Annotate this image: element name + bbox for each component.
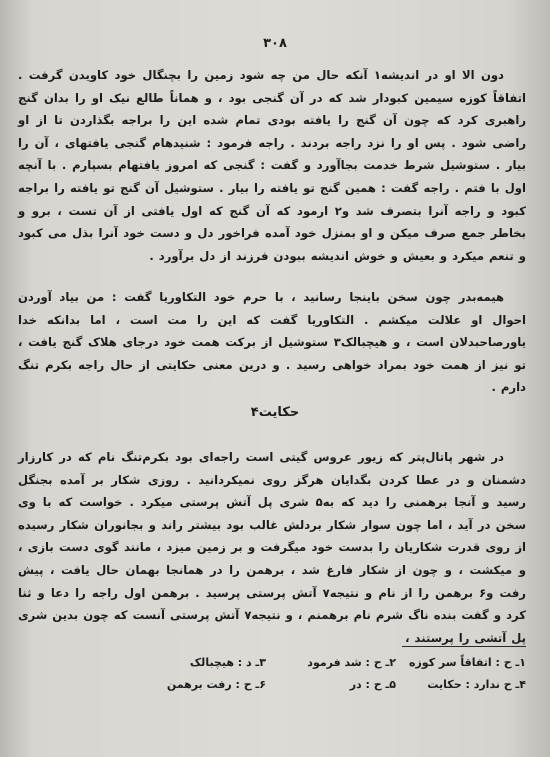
footnote-1: ۱ـ ح : اتفاقاً سر کوزه xyxy=(408,656,526,669)
paragraph-1-block xyxy=(18,64,526,267)
page-number: ۳۰۸ xyxy=(263,36,287,51)
footnote-3: ۳ـ د : هیچبالک xyxy=(189,656,266,669)
story-block xyxy=(18,446,526,649)
footnotes xyxy=(40,652,526,696)
paragraph-2: هیمه‌بدر چون سخن باینجا رسانید ، با حرم خود التکاوریا گفت : من بیاد آوردن احوال او علالت میکشم . التکاوریا گفت که این را مت است ، اما بدانکه خدا یاورصاحبدلان است ، و هیچبالک۳ ستوشیل از برکت همت خود درجای هلاک گنج یافت ، تو نیز از همت خود بمراد خواهی رسید . و درین معنی حکایتی از حال راجه بکرم تنگ دارم . xyxy=(18,290,526,395)
footnote-divider xyxy=(402,646,526,647)
footnote-5: ۵ـ ح : در xyxy=(349,678,396,691)
footnote-2: ۲ـ ح : شد فرمود xyxy=(307,656,396,669)
paragraph-1: دون الا او در اندیشه۱ آنکه حال من چه شود زمین را بچنگال خود کاویدن گرفت . اتفاقاً کوزه سیمین کبودار شد که در آن گنجی بود ، و هماناً طالع نیک او را بدان گنج راهبری کرد که چون آن گنج را یافته بودی تمام شده این را براجه بگذاردن تا از او راضی شود . پس او را نزد راجه بردند . راجه فرمود : شنیدهام گنجی یافتهای ، آن را بیار . ستوشیل شرط خدمت بجاآورد و گفت : گنجی که امروز یافتهام بسپارم . با آنچه اول با فتم . راجه گفت : همین گنج تو یافته را بیار . ستوشیل آن گنج تو یافته را براجه کبود و راجه آنرا بتصرف شد و۲ ارمود که آن گنج که اول یافتی از آن تست ، برو و بخاطر جمع صرف میکن و او بمنزل خود آمده فراخور دل و دست خود آنرا بذل می کبود و تنعم میکرد و بعیش و خوش اندیشه ببودن فرزند از دل برآورد . xyxy=(18,68,526,263)
section-heading: حکایت۴ xyxy=(250,405,300,420)
story-paragraph: در شهر پاتال‌پتر که زیور عروس گیتی است راجه‌ای بود بکرم‌تنگ نام که در کارزار دشمنان و در عطا کردن بگدایان هرگز روی نمیکردانید . روزی شکار بر آمده بجنگل رسید و آنجا برهمنی را دید که به۵ شری پل آتش پرستی میکرد . خواست که با وی سخن در آید ، اما چون سوار شکار بردلش غالب بود بیشتر راند و بجانوران شکار رسیده از روی قدرت شکاریان را بدست خود میگرفت و بر زمین میزد ، مانند گوی دست بازی ، و میکشت ، و چون از شکار فارغ شد ، برهمن را در همانجا بهمان حال یافت ، پیش رفت و۶ برهمن را از نام و نتیجه۷ آتش پرستی پرسید . برهمن اول راجه را دعا و ثنا کرد و گفت بنده ناگ شرم نام برهمنم ، و نتیجه۷ آتش پرستی آنست که چون بدین شری پل آتشی را پرستند ، xyxy=(18,450,526,645)
paragraph-2-block xyxy=(18,286,526,399)
footnote-row xyxy=(40,652,526,674)
footnote-4: ۴ـ ح ندارد : حکایت xyxy=(427,678,526,691)
footnote-row xyxy=(40,674,526,696)
footnote-6: ۶ـ ح : رفت برهمن xyxy=(166,678,266,691)
